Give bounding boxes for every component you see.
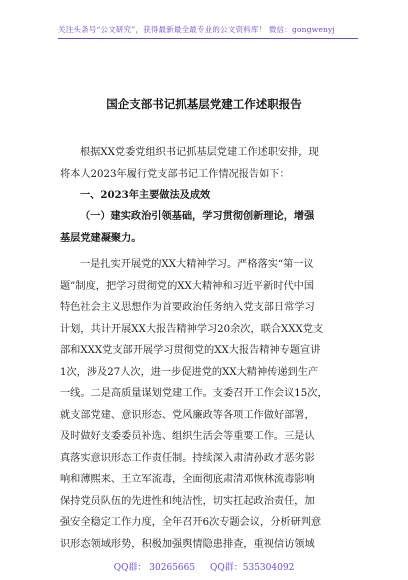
body-line: 一线。二是高质量谋划党建工作。支委召开工作会议15次， <box>60 388 328 399</box>
body-line: 就支部党建、意识形态、党风廉政等各项工作做好部署， <box>60 409 315 421</box>
body-line: 1次，涉及27人次，进一步促进党的XX大精神传递到生产 <box>60 366 319 378</box>
subsection-heading <box>60 206 352 249</box>
document-title: 国企支部书记抓基层党建工作述职报告 <box>106 97 302 111</box>
body-paragraph <box>60 254 352 555</box>
body-line: 识形态领域形势，积极加强舆情隐患排查，重视信访领域 <box>60 538 315 550</box>
body-line: 及时做好支委委员补选、组织生活会等重要工作。三是认 <box>60 431 315 442</box>
section-heading <box>60 185 352 207</box>
intro-paragraph <box>60 142 352 185</box>
subsection1-line: （一）建实政治引领基础，学习贯彻创新理论，增强 <box>80 210 315 222</box>
body-line: 部和XXX党支部开展学习贯彻党的XX大报告精神专题宣讲 <box>60 345 321 356</box>
footer-qq-group-1: QQ群： 30265665 <box>113 563 196 573</box>
body-line: 强安全稳定工作力度，全年召开6次专题会议，分析研判意 <box>60 517 322 528</box>
body-line: 保持党员队伍的先进性和纯洁性，切实扛起政治责任，加 <box>60 495 315 507</box>
body-line: 特色社会主义思想作为首要政治任务纳入党支部日常学习 <box>60 302 315 313</box>
header-note: 关注头条号“公文研究”，获得最新最全最专业的公文资料库！ 微信：gongwenyj <box>58 25 335 34</box>
body-line: 真落实意识形态工作责任制。持续深入肃清孙政才恶劣影 <box>60 452 315 464</box>
header-divider <box>58 38 358 39</box>
footer-qq-group-2: QQ群：535304092 <box>210 563 295 573</box>
body-line: 响和薄熙来、王立军流毒，全面彻底肃清邓恢林流毒影响 <box>60 474 315 485</box>
section1-heading: 一、2023年主要做法及成效 <box>80 189 211 201</box>
intro-line: 根据XX党委党组织书记抓基层党建工作述职安排，现 <box>80 147 319 158</box>
body-line: 一是扎实开展党的XX大精神学习。严格落实“第一议 <box>80 259 314 270</box>
intro-line: 将本人2023年履行党支部书记工作情况报告如下： <box>60 168 290 180</box>
body-line: 计划，共计开展XX大报告精神学习20余次，联合XXX党支 <box>60 323 324 335</box>
footer-contacts <box>0 560 408 573</box>
body-line: 题”制度，把学习贯彻党的XX大精神和习近平新时代中国 <box>60 280 315 292</box>
subsection1-line: 基层党建凝聚力。 <box>60 231 142 244</box>
